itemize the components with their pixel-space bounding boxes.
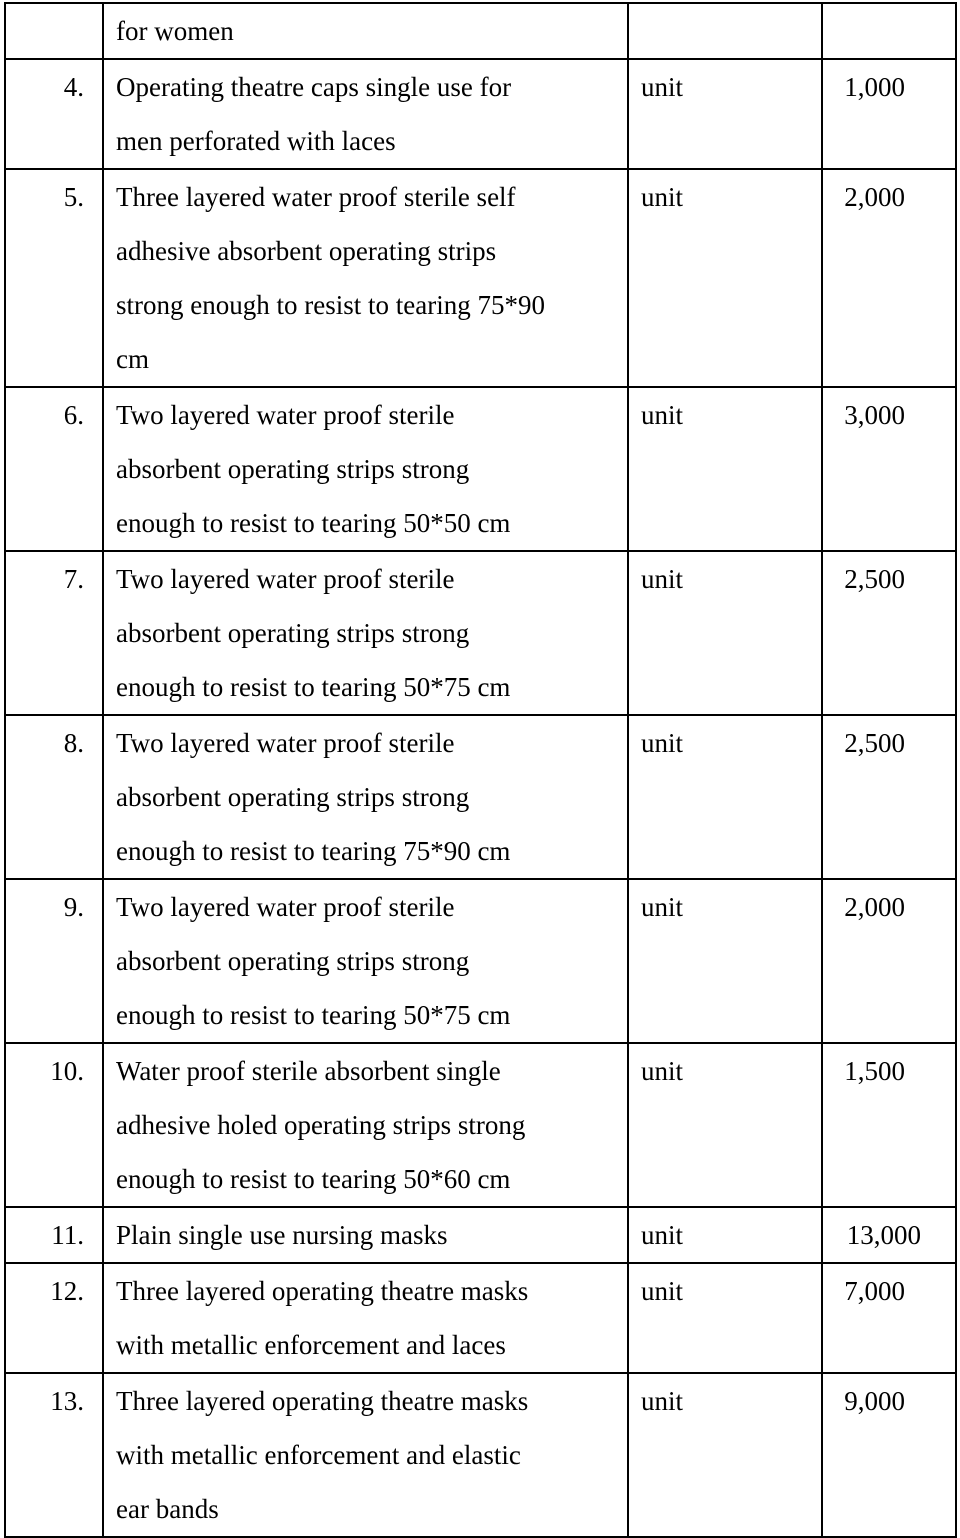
description-line: Plain single use nursing masks (116, 1220, 448, 1250)
item-number: 5. (5, 169, 103, 387)
table-row (5, 879, 956, 1043)
item-unit: unit (628, 1207, 822, 1263)
item-description (103, 715, 628, 879)
description-line: Water proof sterile absorbent single (116, 1056, 501, 1086)
description-line: with metallic enforcement and laces (116, 1330, 506, 1360)
description-line: absorbent operating strips strong (116, 782, 470, 812)
item-unit: unit (628, 59, 822, 169)
item-description (103, 387, 628, 551)
item-quantity: 1,500 (822, 1043, 956, 1207)
item-number: 11. (5, 1207, 103, 1263)
description-line: absorbent operating strips strong (116, 618, 470, 648)
description-line: adhesive holed operating strips strong (116, 1110, 526, 1140)
description-line: absorbent operating strips strong (116, 946, 470, 976)
item-number: 7. (5, 551, 103, 715)
item-unit: unit (628, 551, 822, 715)
item-quantity: 2,500 (822, 715, 956, 879)
description-line: Three layered water proof sterile self (116, 182, 516, 212)
description-line: Two layered water proof sterile (116, 892, 455, 922)
item-quantity: 1,000 (822, 59, 956, 169)
table-row (5, 3, 956, 59)
item-number: 10. (5, 1043, 103, 1207)
table-row (5, 169, 956, 387)
description-line: enough to resist to tearing 50*75 cm (116, 1000, 511, 1030)
item-description (103, 1263, 628, 1373)
item-description (103, 1043, 628, 1207)
item-quantity: 2,000 (822, 169, 956, 387)
table-row (5, 387, 956, 551)
description-line: enough to resist to tearing 50*60 cm (116, 1164, 511, 1194)
description-line: Three layered operating theatre masks (116, 1386, 529, 1416)
item-description (103, 1207, 628, 1263)
description-line: adhesive absorbent operating strips (116, 236, 497, 266)
item-description (103, 879, 628, 1043)
item-description (103, 59, 628, 169)
table-row (5, 715, 956, 879)
item-description (103, 551, 628, 715)
item-quantity: 2,500 (822, 551, 956, 715)
table-row (5, 59, 956, 169)
item-unit: unit (628, 1043, 822, 1207)
item-quantity: 7,000 (822, 1263, 956, 1373)
item-description (103, 3, 628, 59)
item-quantity: 13,000 (822, 1207, 956, 1263)
item-unit: unit (628, 169, 822, 387)
item-number (5, 3, 103, 59)
description-line: Three layered operating theatre masks (116, 1276, 529, 1306)
item-unit: unit (628, 1373, 822, 1537)
items-table-body (5, 3, 956, 1537)
description-line: enough to resist to tearing 50*50 cm (116, 508, 511, 538)
item-unit: unit (628, 879, 822, 1043)
item-unit (628, 3, 822, 59)
item-unit: unit (628, 715, 822, 879)
item-unit: unit (628, 1263, 822, 1373)
item-number: 8. (5, 715, 103, 879)
item-number: 4. (5, 59, 103, 169)
item-number: 12. (5, 1263, 103, 1373)
table-row (5, 1207, 956, 1263)
description-line: enough to resist to tearing 50*75 cm (116, 672, 511, 702)
table-row (5, 551, 956, 715)
table-row (5, 1373, 956, 1537)
item-number: 13. (5, 1373, 103, 1537)
description-line: Operating theatre caps single use for (116, 72, 512, 102)
item-description (103, 1373, 628, 1537)
description-line: with metallic enforcement and elastic (116, 1440, 521, 1470)
description-line: for women (116, 16, 234, 46)
item-description (103, 169, 628, 387)
table-row (5, 1263, 956, 1373)
item-number: 6. (5, 387, 103, 551)
item-quantity: 2,000 (822, 879, 956, 1043)
item-quantity: 9,000 (822, 1373, 956, 1537)
description-line: Two layered water proof sterile (116, 728, 455, 758)
description-line: cm (116, 344, 149, 374)
item-quantity: 3,000 (822, 387, 956, 551)
description-line: strong enough to resist to tearing 75*90 (116, 290, 545, 320)
items-table (4, 2, 957, 1538)
table-row (5, 1043, 956, 1207)
description-line: enough to resist to tearing 75*90 cm (116, 836, 511, 866)
item-quantity (822, 3, 956, 59)
description-line: men perforated with laces (116, 126, 396, 156)
description-line: ear bands (116, 1494, 219, 1524)
description-line: absorbent operating strips strong (116, 454, 470, 484)
description-line: Two layered water proof sterile (116, 400, 455, 430)
item-unit: unit (628, 387, 822, 551)
description-line: Two layered water proof sterile (116, 564, 455, 594)
item-number: 9. (5, 879, 103, 1043)
